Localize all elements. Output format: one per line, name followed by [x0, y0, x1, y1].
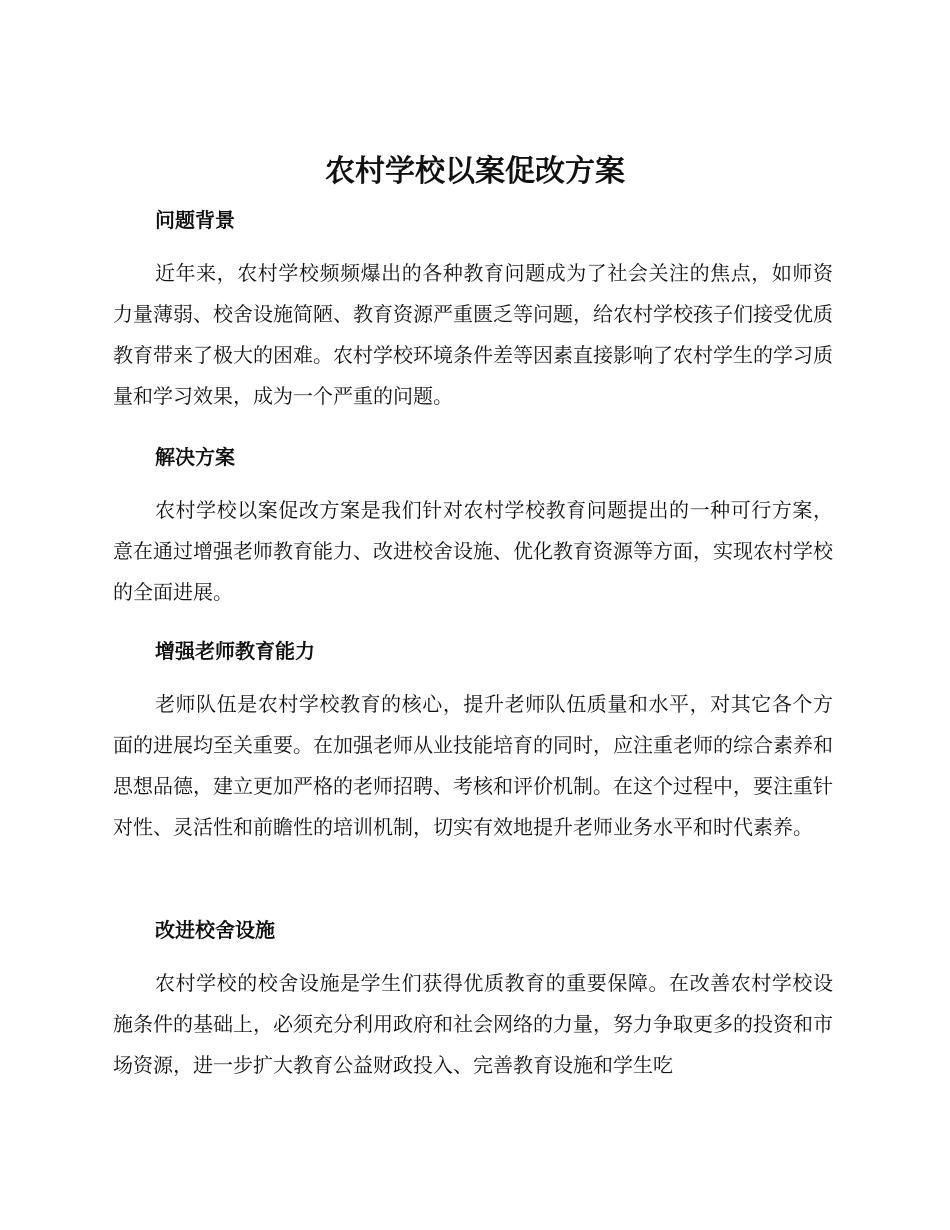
section-paragraph-background: 近年来，农村学校频频爆出的各种教育问题成为了社会关注的焦点，如师资力量薄弱、校舍设施简陋、教育资源严重匮乏等问题，给农村学校孩子们接受优质教育带来了极大的困难。农村学校环境条件差等因素直接影响了农村学生的学习质量和学习效果，成为一个严重的问题。	[113, 261, 833, 408]
section-paragraph-facilities: 农村学校的校舍设施是学生们获得优质教育的重要保障。在改善农村学校设施条件的基础上，必须充分利用政府和社会网络的力量，努力争取更多的投资和市场资源，进一步扩大教育公益财政投入、完善教育设施和学生吃	[113, 971, 833, 1077]
section-paragraph-teacher: 老师队伍是农村学校教育的核心，提升老师队伍质量和水平，对其它各个方面的进展均至关重要。在加强老师从业技能培育的同时，应注重老师的综合素养和思想品德，建立更加严格的老师招聘、考核和评价机制。在这个过程中，要注重针对性、灵活性和前瞻性的培训机制，切实有效地提升老师业务水平和时代素养。	[113, 692, 833, 839]
section-heading-solution: 解决方案	[155, 445, 235, 469]
section-heading-facilities: 改进校舍设施	[155, 918, 275, 942]
section-paragraph-solution: 农村学校以案促改方案是我们针对农村学校教育问题提出的一种可行方案，意在通过增强老师教育能力、改进校舍设施、优化教育资源等方面，实现农村学校的全面进展。	[113, 498, 833, 604]
document-title: 农村学校以案促改方案	[325, 154, 625, 189]
section-heading-teacher: 增强老师教育能力	[155, 639, 315, 663]
section-heading-background: 问题背景	[155, 208, 235, 232]
